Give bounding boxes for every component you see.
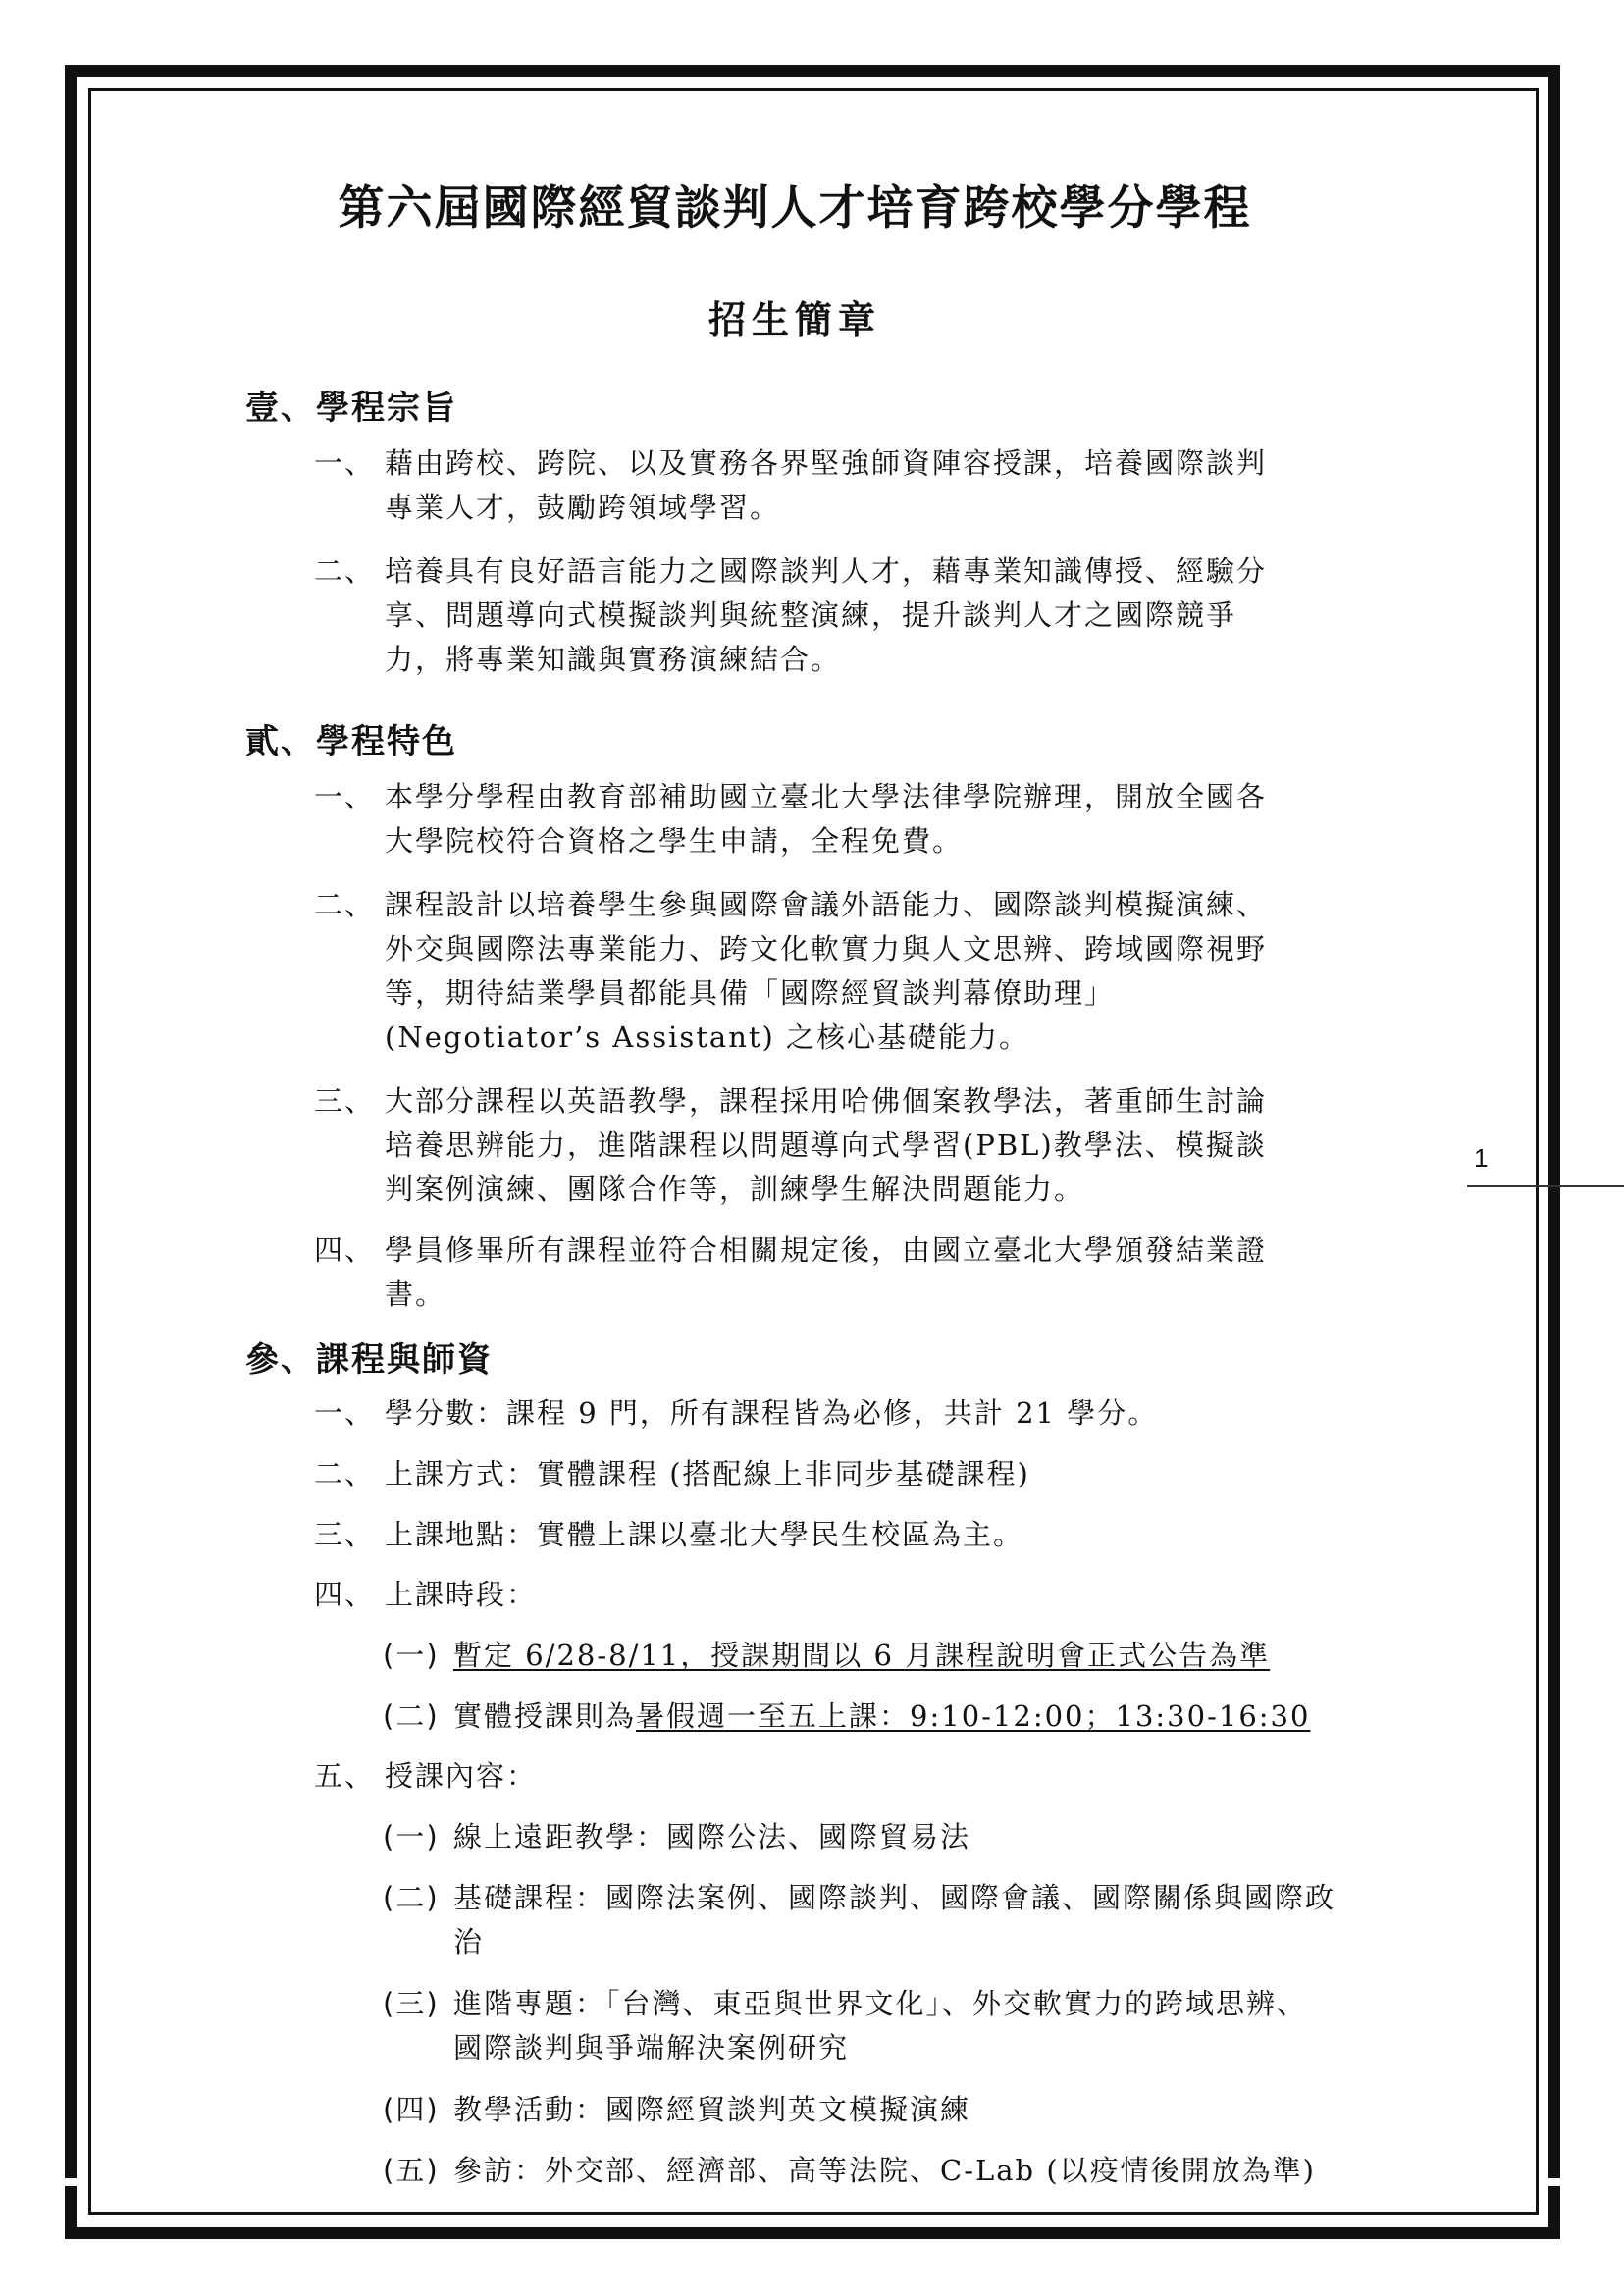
schedule-prefix: 實體授課則為 bbox=[453, 1699, 637, 1733]
section-heading-courses: 參、課程與師資 bbox=[245, 1340, 493, 1380]
frame-left-bar bbox=[65, 118, 77, 2178]
sub-item-number: (一) bbox=[383, 1820, 440, 1853]
list-item bbox=[314, 1228, 1393, 1317]
item-number: 二、 bbox=[314, 1457, 376, 1490]
list-item bbox=[314, 775, 1393, 863]
sub-item-text: 教學活動：國際經貿談判英文模擬演練 bbox=[453, 2093, 971, 2126]
item-text: 學員修畢所有課程並符合相關規定後，由國立臺北大學頒發結業證書。 bbox=[385, 1233, 1268, 1311]
section-heading-features: 貳、學程特色 bbox=[245, 722, 457, 761]
frame-bottom-bar bbox=[118, 2227, 1560, 2239]
item-number: 一、 bbox=[314, 446, 376, 480]
content-item bbox=[383, 1982, 1364, 2070]
list-item bbox=[314, 1391, 1393, 1435]
sub-item-text: 線上遠距教學：國際公法、國際貿易法 bbox=[453, 1820, 971, 1853]
item-text: 本學分學程由教育部補助國立臺北大學法律學院辦理，開放全國各大學院校符合資格之學生申請，全程免費。 bbox=[385, 780, 1268, 858]
item-number: 三、 bbox=[314, 1518, 376, 1551]
item-number: 一、 bbox=[314, 1396, 376, 1430]
item-text: 藉由跨校、跨院、以及實務各界堅強師資陣容授課，培養國際談判專業人才，鼓勵跨領域學習。 bbox=[385, 446, 1268, 524]
sub-item-number: (三) bbox=[383, 1987, 440, 2020]
item-text: 課程設計以培養學生參與國際會議外語能力、國際談判模擬演練、外交與國際法專業能力、跨文化軟實力與人文思辨、跨域國際視野等，期待結業學員都能具備「國際經貿談判幕僚助理」(Negotiator’s Assistant) 之核心基礎能力。 bbox=[385, 888, 1268, 1054]
list-item bbox=[314, 1573, 1393, 1617]
page-number: 1 bbox=[1474, 1143, 1489, 1173]
frame-top-bar bbox=[118, 65, 1560, 77]
frame-corner-tr-v bbox=[1548, 65, 1560, 118]
frame-corner-bl-v bbox=[65, 2186, 77, 2239]
content-item bbox=[383, 1815, 1364, 1859]
list-item bbox=[314, 1079, 1393, 1212]
content-item bbox=[383, 2088, 1364, 2132]
item-text: 上課時段： bbox=[385, 1578, 538, 1611]
sub-item-text: 基礎課程：國際法案例、國際談判、國際會議、國際關係與國際政治 bbox=[453, 1881, 1336, 1958]
sub-item-number: (二) bbox=[383, 1881, 440, 1914]
item-number: 二、 bbox=[314, 888, 376, 921]
item-text: 授課內容： bbox=[385, 1759, 538, 1793]
item-text: 上課地點：實體上課以臺北大學民生校區為主。 bbox=[385, 1518, 1024, 1551]
frame-left-line bbox=[88, 88, 91, 2215]
sub-item-text: 參訪：外交部、經濟部、高等法院、C-Lab (以疫情後開放為準) bbox=[453, 2154, 1316, 2187]
sub-item-text: 進階專題：「台灣、東亞與世界文化」、外交軟實力的跨域思辨、國際談判與爭端解決案例研究 bbox=[453, 1987, 1308, 2064]
content-item bbox=[383, 2149, 1364, 2193]
item-text: 上課方式：實體課程 (搭配線上非同步基礎課程) bbox=[385, 1457, 1030, 1490]
schedule-item bbox=[383, 1634, 1364, 1678]
list-item bbox=[314, 1452, 1393, 1496]
sub-item-text bbox=[453, 1695, 1364, 1739]
section-heading-purpose: 壹、學程宗旨 bbox=[245, 389, 457, 428]
list-item bbox=[314, 1513, 1393, 1557]
item-number: 二、 bbox=[314, 554, 376, 588]
item-number: 五、 bbox=[314, 1759, 376, 1793]
page-number-rule bbox=[1467, 1185, 1624, 1187]
content-item bbox=[383, 1876, 1364, 1964]
list-item bbox=[314, 442, 1393, 530]
frame-right-line bbox=[1536, 88, 1539, 2215]
frame-top-line bbox=[88, 88, 1539, 91]
frame-corner-tl-v bbox=[65, 65, 77, 118]
item-number: 一、 bbox=[314, 780, 376, 813]
document-title: 第六屆國際經貿談判人才培育跨校學分學程 bbox=[338, 182, 1252, 235]
item-text: 培養具有良好語言能力之國際談判人才，藉專業知識傳授、經驗分享、問題導向式模擬談判與統整演練，提升談判人才之國際競爭力，將專業知識與實務演練結合。 bbox=[385, 554, 1268, 676]
list-item bbox=[314, 883, 1393, 1060]
sub-item-text: 暫定 6/28-8/11，授課期間以 6 月課程說明會正式公告為準 bbox=[453, 1639, 1271, 1672]
sub-item-number: (二) bbox=[383, 1699, 440, 1733]
item-text: 學分數：課程 9 門，所有課程皆為必修，共計 21 學分。 bbox=[385, 1396, 1159, 1430]
frame-corner-br-v bbox=[1548, 2186, 1560, 2239]
document-subtitle: 招生簡章 bbox=[707, 297, 881, 341]
item-text: 大部分課程以英語教學，課程採用哈佛個案教學法，著重師生討論培養思辨能力，進階課程以問題導向式學習(PBL)教學法、模擬談判案例演練、團隊合作等，訓練學生解決問題能力。 bbox=[385, 1084, 1268, 1206]
item-number: 四、 bbox=[314, 1578, 376, 1611]
sub-item-number: (五) bbox=[383, 2154, 440, 2187]
frame-bottom-line bbox=[88, 2212, 1539, 2215]
list-item bbox=[314, 1754, 1393, 1799]
schedule-hours: 暑假週一至五上課：9:10-12:00；13:30-16:30 bbox=[636, 1699, 1311, 1733]
item-number: 四、 bbox=[314, 1233, 376, 1267]
frame-right-bar bbox=[1548, 118, 1560, 2178]
schedule-item bbox=[383, 1695, 1364, 1739]
item-number: 三、 bbox=[314, 1084, 376, 1118]
sub-item-number: (四) bbox=[383, 2093, 440, 2126]
list-item bbox=[314, 549, 1393, 682]
sub-item-number: (一) bbox=[383, 1639, 440, 1672]
